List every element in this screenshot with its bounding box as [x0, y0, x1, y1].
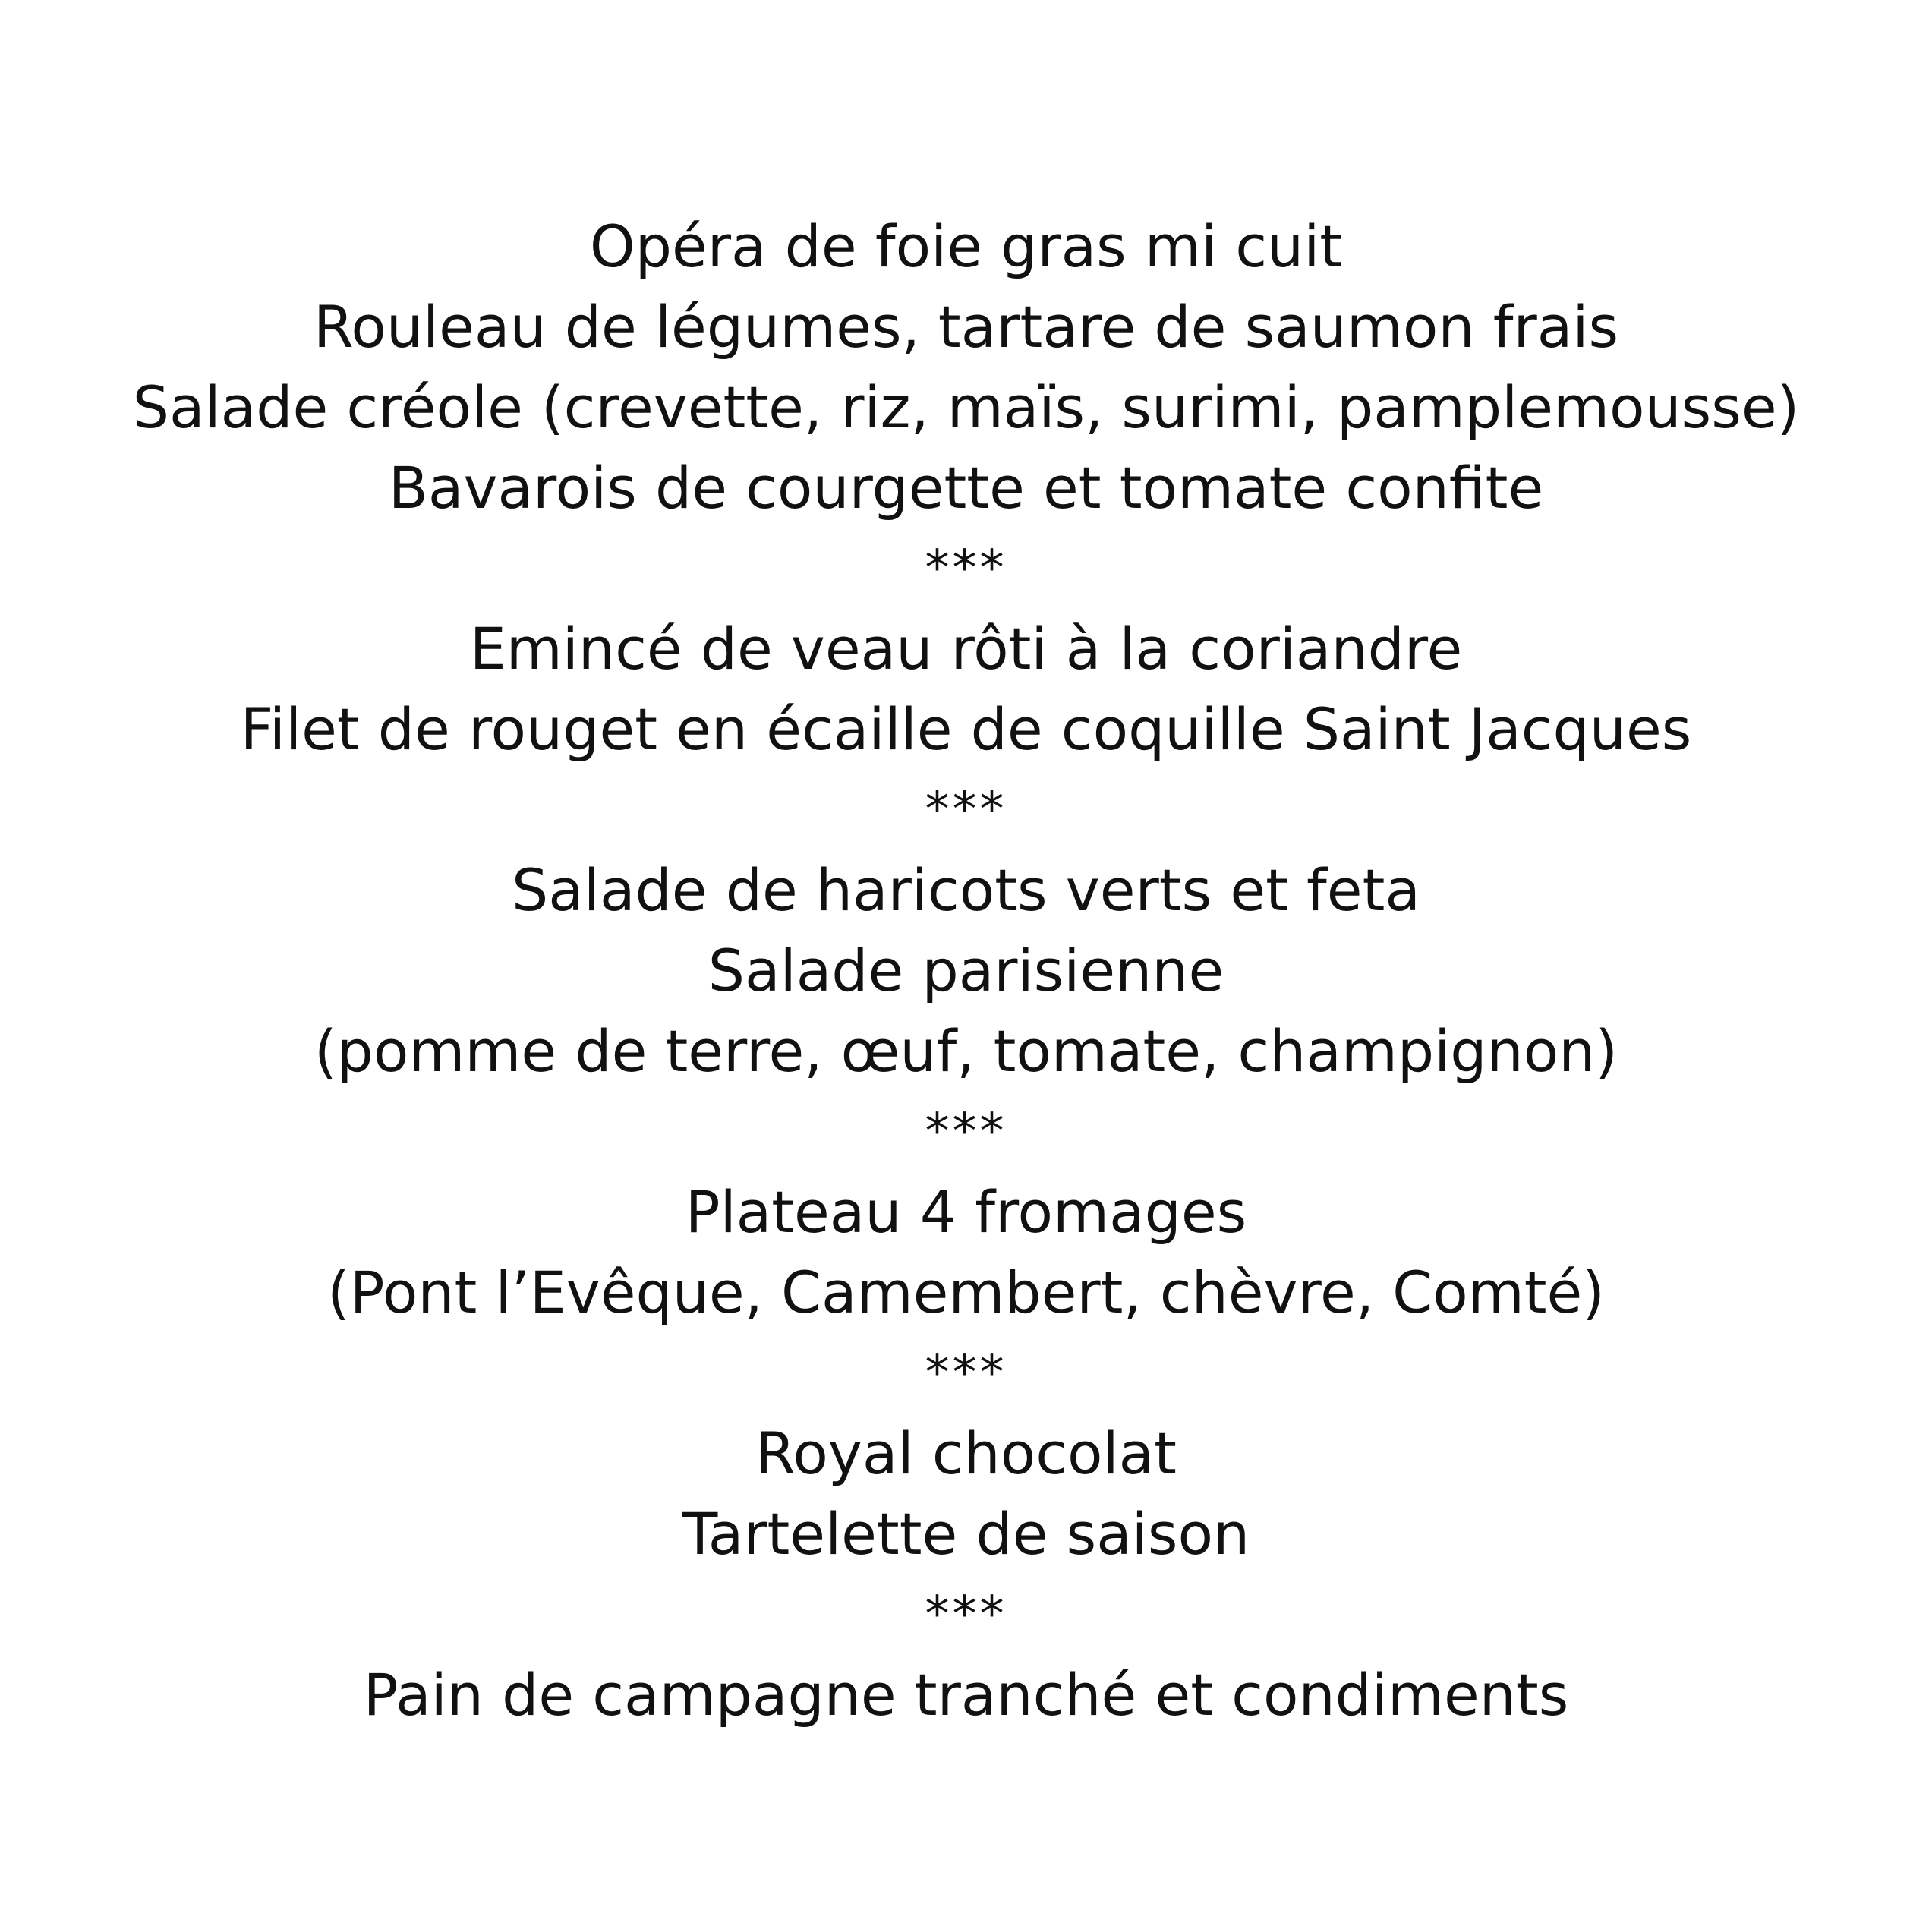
- menu-text: [0, 206, 1932, 1735]
- menu-item: Tartelette de saison: [682, 1500, 1250, 1568]
- menu-item: Salade parisienne: [708, 937, 1224, 1004]
- menu-item: Royal chocolat: [755, 1420, 1177, 1487]
- menu-item: Filet de rouget en écaille de coquille Saint Jacques: [240, 695, 1692, 763]
- menu-item: Salade créole (crevette, riz, maïs, surimi, pamplemousse): [132, 373, 1800, 441]
- menu-item: Bavarois de courgette et tomate confite: [388, 454, 1544, 522]
- section-separator: ***: [925, 1104, 1007, 1160]
- section-separator: ***: [925, 1587, 1007, 1643]
- menu-item: (pomme de terre, œuf, tomate, champignon): [314, 1017, 1618, 1085]
- menu-item: (Pont l’Evêque, Camembert, chèvre, Comté): [327, 1259, 1605, 1326]
- menu-item: Rouleau de légumes, tartare de saumon frais: [313, 293, 1619, 361]
- menu-item: Plateau 4 fromages: [685, 1178, 1247, 1246]
- menu-item: Salade de haricots verts et feta: [512, 856, 1420, 924]
- section-separator: ***: [925, 782, 1007, 838]
- section-separator: ***: [925, 541, 1007, 597]
- menu-item: Emincé de veau rôti à la coriandre: [469, 615, 1463, 682]
- menu-item: Pain de campagne tranché et condiments: [363, 1661, 1569, 1729]
- menu-item: Opéra de foie gras mi cuit: [589, 213, 1343, 280]
- section-separator: ***: [925, 1345, 1007, 1401]
